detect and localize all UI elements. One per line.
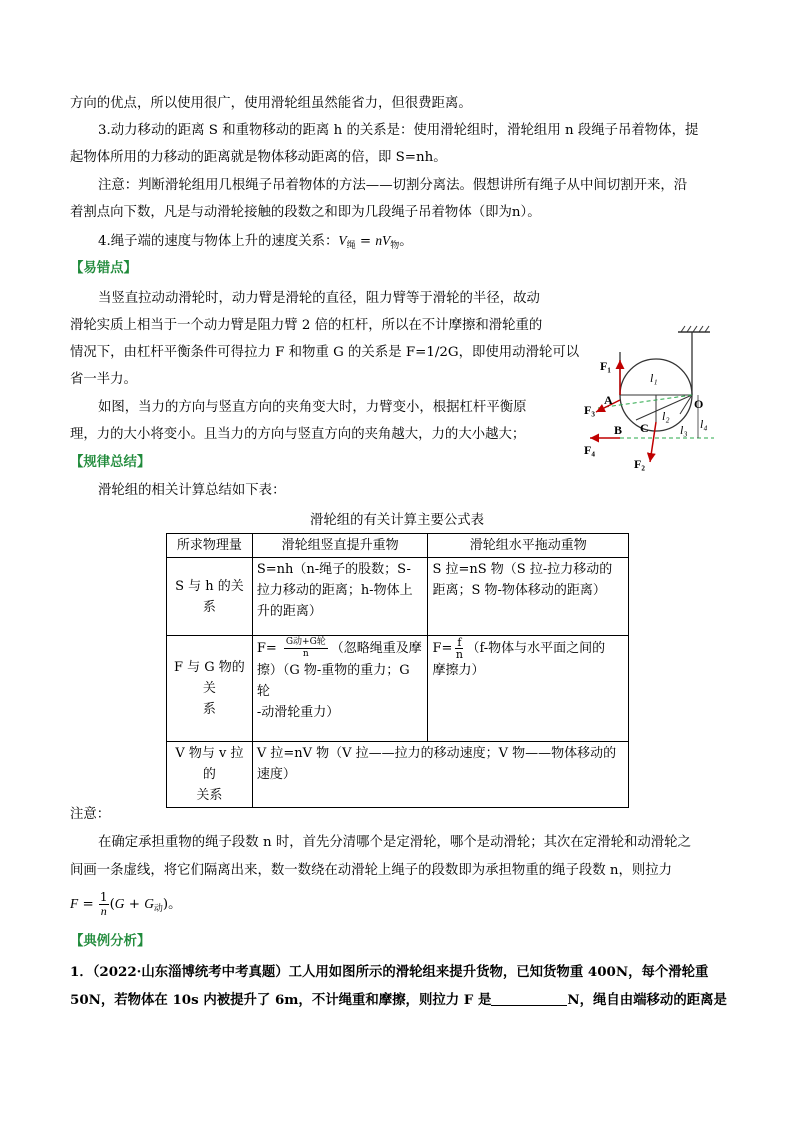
table-cell: F= $\frac{\text{G动+G轮}}{n}$ （忽略绳重及摩 擦）（G 物-重物的重力；G 轮 -动滑轮重力） <box>252 636 428 742</box>
fraction: $\frac{f}{n}$ <box>455 636 463 661</box>
example-line-1: 1．（2022·山东淄博统考中考真题）工人用如图所示的滑轮组来提升货物，已知货物重 400N，每个滑轮重 <box>70 964 709 980</box>
table-row <box>167 558 629 636</box>
ceiling-hatch <box>681 326 709 332</box>
header-cell: 所求物理量 <box>167 534 253 558</box>
table-row <box>167 742 629 808</box>
para-3a: 注意：判断滑轮组用几根绳子吊着物体的方法——切割分离法。假想讲所有绳子从中间切割开来，沿 <box>98 178 688 193</box>
section-guilv: 【规律总结】 <box>70 455 151 470</box>
yicuo-line-3: 情况下，由杠杆平衡条件可得拉力 F 和物重 G 的关系是 F=1/2G，即使用动滑轮可以 <box>70 345 580 360</box>
row-label: V 物与 v 拉的 关系 <box>167 742 253 808</box>
table-cell: S=nh（n-绳子的股数；S-拉力移动的距离；h-物体上升的距离） <box>252 558 428 636</box>
para-2b: 起物体所用的力移动的距离就是物体移动距离的倍，即 S=nh。 <box>70 150 447 165</box>
table-cell: F= $\frac{f}{n}$ （f-物体与水平面之间的 摩擦力） <box>428 636 629 742</box>
label-f2: F₂ <box>634 457 645 471</box>
label-o: O <box>694 397 704 411</box>
answer-blank[interactable] <box>491 991 567 1006</box>
label-f1: F₁ <box>600 359 611 373</box>
header-cell: 滑轮组竖直提升重物 <box>252 534 428 558</box>
para-2a: 3.动力移动的距离 S 和重物移动的距离 h 的关系是：使用滑轮组时，滑轮组用 n 段绳子吊着物体，提 <box>98 123 699 138</box>
yicuo-line-5: 如图，当力的方向与竖直方向的夹角变大时，力臂变小，根据杠杆平衡原 <box>98 400 527 415</box>
table-header-row <box>167 534 629 558</box>
row-label: F 与 G 物的关 系 <box>167 636 253 742</box>
table-caption: 滑轮组的有关计算主要公式表 <box>309 513 485 528</box>
fraction: $\frac{\text{G动+G轮}}{n}$ <box>285 637 326 659</box>
label-l4: l₄ <box>700 417 708 431</box>
formula-table <box>166 533 629 808</box>
label-a: A <box>604 393 613 407</box>
para-3b: 着割点向下数，凡是与动滑轮接触的段数之和即为几段绳子吊着物体（即为n）。 <box>70 205 541 220</box>
summary-intro: 滑轮组的相关计算总结如下表： <box>98 483 286 498</box>
label-f3: F₃ <box>584 403 595 417</box>
yicuo-line-6: 理，力的大小将变小。且当力的方向与竖直方向的夹角越大，力的大小越大； <box>70 427 526 442</box>
yicuo-line-1: 当竖直拉动动滑轮时，动力臂是滑轮的直径，阻力臂等于滑轮的半径，故动 <box>98 291 540 306</box>
formula-f: F = $\frac{1}{n}$ $(G + G_动)$。 <box>70 890 182 918</box>
row-label: S 与 h 的关 系 <box>167 558 253 636</box>
table-cell: V 拉=nV 物（V 拉——拉力的移动速度；V 物——物体移动的速度） <box>252 742 628 808</box>
note-title: 注意： <box>70 807 111 822</box>
label-l2: l₂ <box>662 409 670 423</box>
force-f2-arrow <box>650 422 656 462</box>
para-4: 4.绳子端的速度与物体上升的速度关系：$V_绳 = nV_物$。 <box>98 233 413 251</box>
yicuo-line-4: 省一半力。 <box>70 372 137 387</box>
pulley-diagram <box>578 322 726 472</box>
table-row <box>167 636 629 742</box>
yicuo-line-2: 滑轮实质上相当于一个动力臂是阻力臂 2 倍的杠杆，所以在不计摩擦和滑轮重的 <box>70 318 543 333</box>
section-dianli: 【典例分析】 <box>70 934 151 949</box>
table-cell: S 拉=nS 物（S 拉-拉力移动的距离；S 物-物体移动的距离） <box>428 558 629 636</box>
note-line-2: 间画一条虚线，将它们隔离出来，数一数绕在动滑轮上绳子的段数即为承担物重的绳子段数 n，则拉力 <box>70 863 673 878</box>
label-f4: F₄ <box>584 443 595 457</box>
para-1: 方向的优点，所以使用很广，使用滑轮组虽然能省力，但很费距离。 <box>70 96 472 111</box>
label-b: B <box>614 423 623 437</box>
example-line-2: 50N，若物体在 10s 内被提升了 6m，不计绳重和摩擦，则拉力 F 是 N，绳自由端移动的距离是 <box>70 992 727 1008</box>
note-line-1: 在确定承担重物的绳子段数 n 时，首先分清哪个是定滑轮，哪个是动滑轮；其次在定滑轮和动滑轮之 <box>98 835 691 850</box>
label-l3: l₃ <box>680 423 688 437</box>
label-c: C <box>640 421 649 435</box>
header-cell: 滑轮组水平拖动重物 <box>428 534 629 558</box>
label-l1: l₁ <box>650 371 658 385</box>
section-yicuo: 【易错点】 <box>70 261 137 276</box>
